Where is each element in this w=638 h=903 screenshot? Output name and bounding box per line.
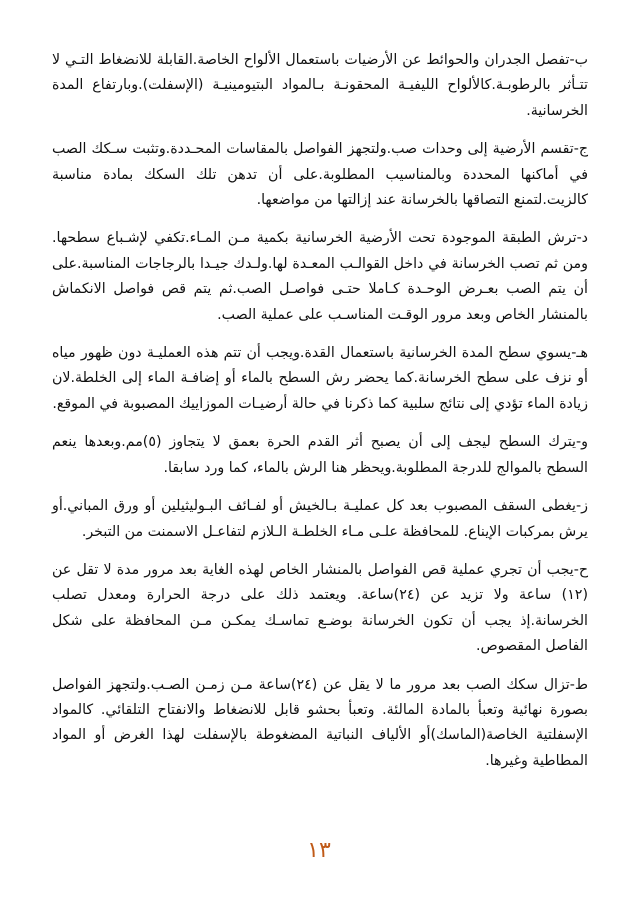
paragraph-h2 (52, 558, 588, 660)
paragraph-marker: ط- (569, 676, 588, 693)
paragraph-text: يجب أن تجري عملية قص الفواصل بالمنشار الخاص لهذه الغاية بعد مرور مدة لا تقل عن (١٢) ساعة ولا تزيد عن (٢٤)ساعة. ويعتمد ذلك على درجة الحرارة ومعدل تصلب الخرسانة.إذ يجب أن تكون الخرسانة بوضـع تماسـك يمكـن مـن المحافظة على شكل الفاصل المقصوص. (52, 561, 588, 655)
document-body (52, 48, 588, 787)
paragraph-marker: ج- (573, 141, 588, 158)
paragraph-text: تزال سكك الصب بعد مرور ما لا يقل عن (٢٤)ساعة مـن زمـن الصـب.ولتجهز الفواصل بصورة نهائية وتعبأ بالمادة المالئة. وتعبأ بحشو قابل للانضغاط والانفتاح التلقائي. كالمواد الإسفلتية الخاصة(الماسك)أو الألياف النباتية المضغوطة بالإسفلت لهذا الغرض أو المواد المطاطية وغيرها. (52, 676, 588, 769)
paragraph-marker: ز- (576, 498, 588, 515)
paragraph-d (52, 226, 588, 328)
paragraph-h (52, 341, 588, 417)
paragraph-marker: و- (576, 434, 588, 451)
paragraph-text: يغطى السقف المصبوب بعد كل عمليـة بـالخيش أو لفـائف البـوليثيلين أو ورق المباني.أو يرش بمركبات الإيناع. للمحافظة علـى مـاء الخلطـة الـلازم لتفاعـل الاسمنت من التبخر. (52, 498, 588, 540)
page-number: ١٣ (307, 838, 331, 863)
paragraph-j (52, 137, 588, 213)
paragraph-text: ترش الطبقة الموجودة تحت الأرضية الخرسانية بكمية مـن المـاء.تكفي لإشـباع سطحها. ومن ثم تصب الخرسانة في داخل القوالـب المعـدة لها.ولـدك جيـدا بالرجاجات المناسبة.على أن يتم الصب بعـرض الوحـدة كـاملا حتـى فواصـل الصب.ثم يتم قص فواصل الانكماش بالمنشار الخاص وبعد مرور الوقـت المناسـب على عملية الصب. (52, 230, 588, 323)
paragraph-text: تقسم الأرضية إلى وحدات صب.ولتجهز الفواصل بالمقاسات المحـددة.وتثبت سـكك الصب في أماكنها المحددة وبالمناسيب المطلوبة.على أن تدهن تلك السكك بمادة مناسبة كالزيت.لتمنع التصاقها بالخرسانة عند إزالتها من مواضعها. (52, 141, 588, 209)
paragraph-b (52, 48, 588, 124)
paragraph-marker: د- (576, 230, 588, 247)
paragraph-marker: ب- (569, 52, 588, 68)
paragraph-w (52, 430, 588, 481)
paragraph-marker: ح- (573, 561, 588, 578)
paragraph-marker: هـ- (571, 345, 588, 362)
paragraph-text: يسوي سطح المدة الخرسانية باستعمال القدة.ويجب أن تتم هذه العمليـة دون ظهور مياه أو نزف على سطح الخرسانة.كما يحضر رش السطح بالماء أو إضافـة الماء إلى الخلطة.لان زيادة الماء تؤدي إلى نتائج سلبية كما ذكرنا في حالة أرضيـات الموزاييك المصبوبة في الموقع. (52, 345, 588, 412)
paragraph-text: تفصل الجدران والحوائط عن الأرضيات باستعمال الألواح الخاصة.القابلة للانضغاط التـي لا تتـأثر بالرطوبـة.كالألواح الليفيـة المحقونـة بـالمواد البتيومينيـة (الإسفلت).وبارتفاع المدة الخرسانية. (52, 52, 588, 119)
paragraph-z (52, 494, 588, 545)
paragraph-text: يترك السطح ليجف إلى أن يصبح أثر القدم الحرة بعمق لا يتجاوز (٥)مم.وبعدها ينعم السطح بالموالج للدرجة المطلوبة.ويحظر هنا الرش بالماء، كما ورد سابقا. (52, 434, 588, 476)
paragraph-t (52, 673, 588, 775)
